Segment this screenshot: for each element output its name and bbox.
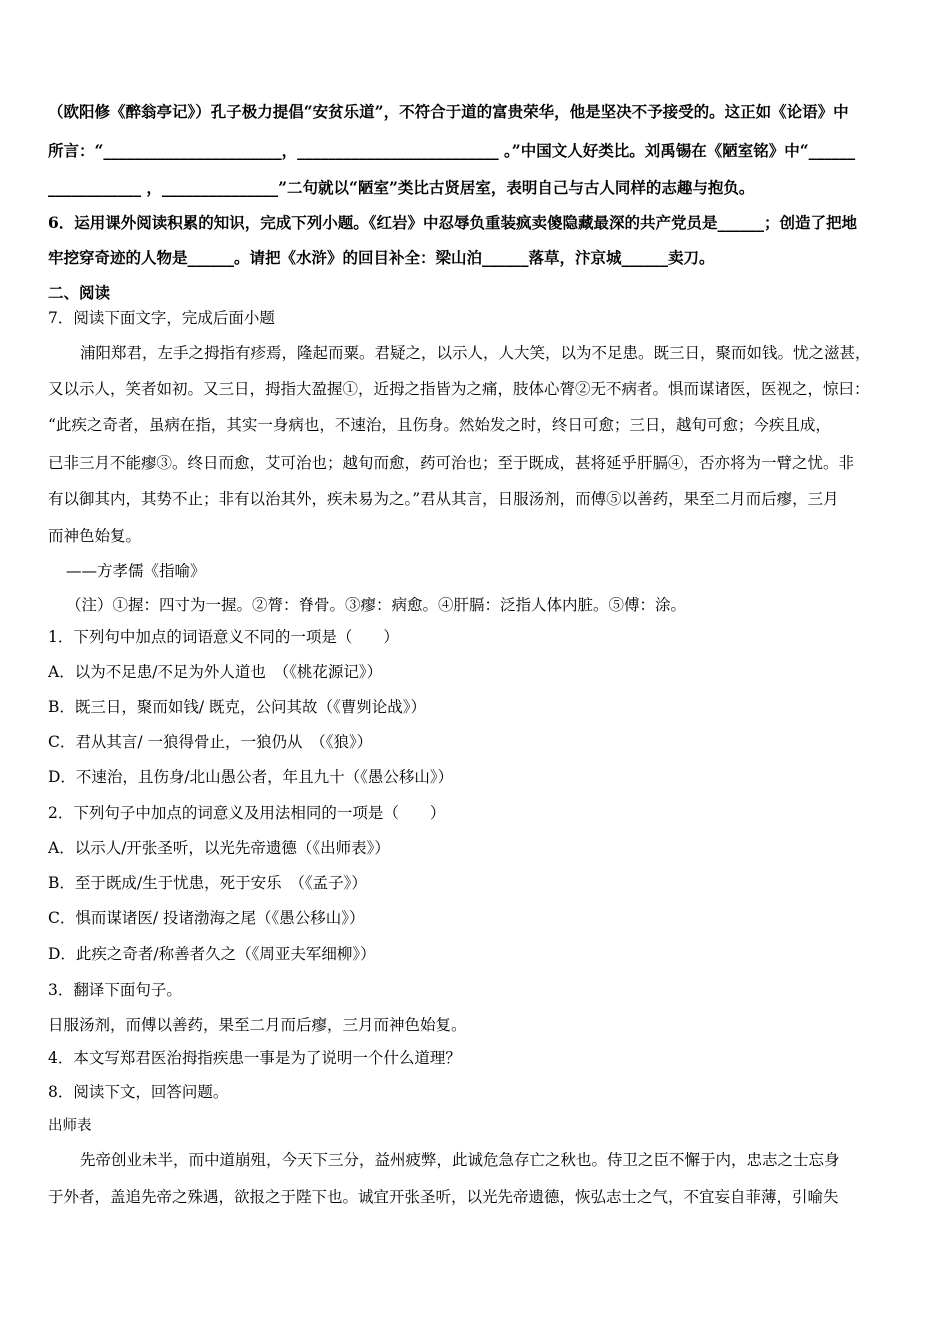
passage-title: 出师表 (48, 1118, 92, 1134)
option-b: B．至于既成/生于忧患，死于安乐 （《孟子》） (48, 874, 367, 892)
question-6-cont: 牢挖穿奇迹的人物是______。请把《水浒》的回目补全：梁山泊______落草，汴京城______卖刀。 (48, 248, 715, 267)
passage-line: 又以示人，笑者如初。又三日，拇指大盈握①，近拇之指皆为之痛，肢体心膂②无不病者。惧而谋诸医，医视之，惊曰： (48, 380, 870, 398)
text-line-fill-blank: 所言：“_______________________，__________________________ 。”中国文人好类比。刘禹锡在《陋室铭》中“______ (48, 141, 856, 160)
option-c: C．惧而谋诸医/ 投诸渤海之尾（《愚公移山》） (48, 909, 365, 927)
passage-line: 浦阳郑君，左手之拇指有疹焉，隆起而粟。君疑之，以示人，人大笑，以为不足患。既三日，聚而如钱。忧之滋甚， (80, 344, 871, 362)
option-a: A．以示人/开张圣听，以光先帝遗德（《出师表》） (48, 839, 390, 857)
option-a: A．以为不足患/不足为外人道也 （《桃花源记》） (48, 663, 383, 681)
passage-line: 而神色始复。 (48, 527, 142, 545)
section-heading-reading: 二、阅读 (48, 283, 111, 302)
text-line-fill-blank: ____________ ，_______________”二句就以“陋室”类比古贤居室，表明自己与古人同样的志趣与抱负。 (48, 178, 755, 197)
passage-line: 于外者，盖追先帝之殊遇，欲报之于陛下也。诚宜开张圣听，以光先帝遗德，恢弘志士之气，不宜妄自菲薄，引喻失 (48, 1188, 839, 1206)
passage-line: 有以御其内，其势不止；非有以治其外，疾未易为之。”君从其言，日服汤剂，而傅⑤以善药，果至二月而后瘳，三月 (48, 490, 839, 508)
sub-question-3: 3．翻译下面句子。 (48, 981, 182, 999)
option-d: D．此疾之奇者/称善者久之（《周亚夫军细柳》） (48, 945, 376, 963)
translation-sentence: 日服汤剂，而傅以善药，果至二月而后瘳，三月而神色始复。 (48, 1016, 467, 1034)
option-d: D．不速治，且伤身/北山愚公者，年且九十（《愚公移山》） (48, 768, 454, 786)
passage-notes: （注）①握：四寸为一握。②膂：脊骨。③瘳：病愈。④肝膈：泛指人体内脏。⑤傅：涂。 (66, 596, 687, 614)
sub-question-4: 4．本文写郑君医治拇指疾患一事是为了说明一个什么道理？ (48, 1049, 461, 1067)
passage-line: “此疾之奇者，虽病在指，其实一身病也，不速治，且伤身。然始发之时，终日可愈；三日，越旬可愈；今疾且成， (48, 416, 831, 434)
passage-line: 先帝创业未半，而中道崩殂，今天下三分，益州疲弊，此诚危急存亡之秋也。侍卫之臣不懈于内，忠志之士忘身 (80, 1151, 840, 1169)
sub-question-2: 2．下列句子中加点的词意义及用法相同的一项是（ ） (48, 804, 446, 822)
option-b: B．既三日，聚而如钱/ 既克，公问其故（《曹刿论战》） (48, 698, 427, 716)
question-7: 7．阅读下面文字，完成后面小题 (48, 309, 275, 327)
passage-line: 已非三月不能瘳③。终日而愈，艾可治也；越旬而愈，药可治也；至于既成，甚将延乎肝膈④，否亦将为一臂之忧。非 (48, 454, 855, 472)
question-8: 8．阅读下文，回答问题。 (48, 1083, 229, 1101)
question-6: 6．运用课外阅读积累的知识，完成下列小题。《红岩》中忍辱负重装疯卖傻隐藏最深的共产党员是______；创造了把地 (48, 213, 858, 232)
option-c: C．君从其言/ 一狼得骨止，一狼仍从 （《狼》） (48, 733, 373, 751)
text-line-continuation: （欧阳修《醉翁亭记》）孔子极力提倡“安贫乐道”，不符合于道的富贵荣华，他是坚决不予接受的。这正如《论语》中 (48, 102, 849, 121)
sub-question-1: 1．下列句中加点的词语意义不同的一项是（ ） (48, 628, 399, 646)
passage-source: ——方孝儒《指喻》 (66, 562, 206, 580)
